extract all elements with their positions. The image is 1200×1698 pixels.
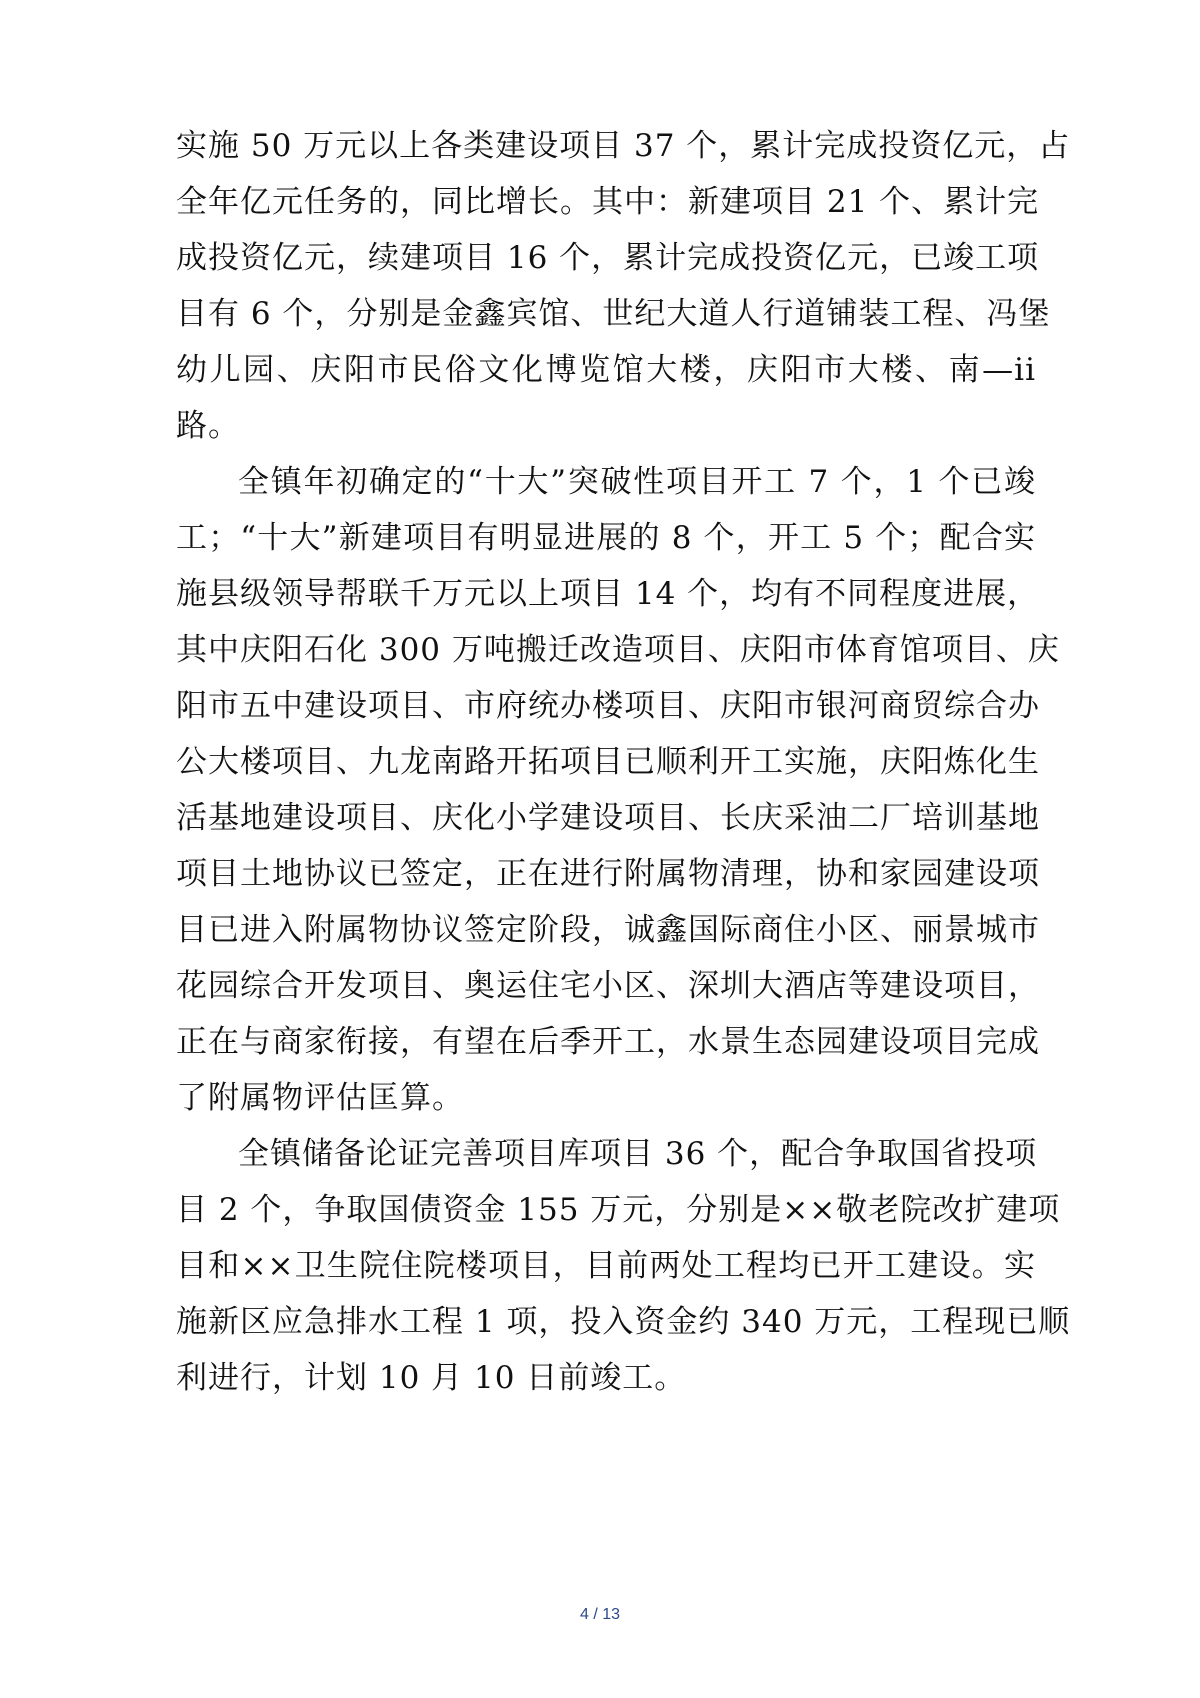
text-line: 成投资亿元，续建项目 16 个，累计完成投资亿元，已竣工项 xyxy=(176,240,1040,276)
text-line: 施县级领导帮联千万元以上项目 14 个，均有不同程度进展， xyxy=(176,576,1040,612)
page-number: 4 / 13 xyxy=(579,1606,621,1623)
text-line: 全镇年初确定的“十大”突破性项目开工 7 个，1 个已竣 xyxy=(238,464,1036,500)
text-line: 实施 50 万元以上各类建设项目 37 个，累计完成投资亿元，占 xyxy=(176,128,1071,164)
text-line: 花园综合开发项目、奥运住宅小区、深圳大酒店等建设项目， xyxy=(176,968,1040,1004)
text-line: 阳市五中建设项目、市府统办楼项目、庆阳市银河商贸综合办 xyxy=(176,688,1040,724)
text-line: 目已进入附属物协议签定阶段，诚鑫国际商住小区、丽景城市 xyxy=(176,912,1040,948)
text-line: 目和××卫生院住院楼项目，目前两处工程均已开工建设。实 xyxy=(176,1248,1036,1284)
text-line: 施新区应急排水工程 1 项，投入资金约 340 万元，工程现已顺 xyxy=(176,1304,1071,1340)
document-body xyxy=(176,118,1071,1406)
paragraph-1 xyxy=(176,118,1071,454)
text-line: 其中庆阳石化 300 万吨搬迁改造项目、庆阳市体育馆项目、庆 xyxy=(176,632,1060,668)
text-line: 利进行，计划 10 月 10 日前竣工。 xyxy=(176,1360,687,1396)
text-line: 全镇储备论证完善项目库项目 36 个，配合争取国省投项 xyxy=(238,1136,1038,1172)
paragraph-3 xyxy=(176,1126,1071,1406)
paragraph-2 xyxy=(176,454,1060,1126)
text-line: 活基地建设项目、庆化小学建设项目、长庆采油二厂培训基地 xyxy=(176,800,1040,836)
text-line: 路。 xyxy=(176,408,240,444)
text-line: 幼儿园、庆阳市民俗文化博览馆大楼，庆阳市大楼、南—ii xyxy=(176,352,1036,388)
text-line: 工；“十大”新建项目有明显进展的 8 个，开工 5 个；配合实 xyxy=(176,520,1036,556)
text-line: 了附属物评估匡算。 xyxy=(176,1080,464,1116)
text-line: 目 2 个，争取国债资金 155 万元，分别是××敬老院改扩建项 xyxy=(176,1192,1061,1228)
text-line: 公大楼项目、九龙南路开拓项目已顺利开工实施，庆阳炼化生 xyxy=(176,744,1040,780)
text-line: 正在与商家衔接，有望在后季开工，水景生态园建设项目完成 xyxy=(176,1024,1040,1060)
text-line: 全年亿元任务的，同比增长。其中：新建项目 21 个、累计完 xyxy=(176,184,1040,220)
text-line: 目有 6 个，分别是金鑫宾馆、世纪大道人行道铺装工程、冯堡 xyxy=(176,296,1051,332)
text-line: 项目土地协议已签定，正在进行附属物清理，协和家园建设项 xyxy=(176,856,1040,892)
